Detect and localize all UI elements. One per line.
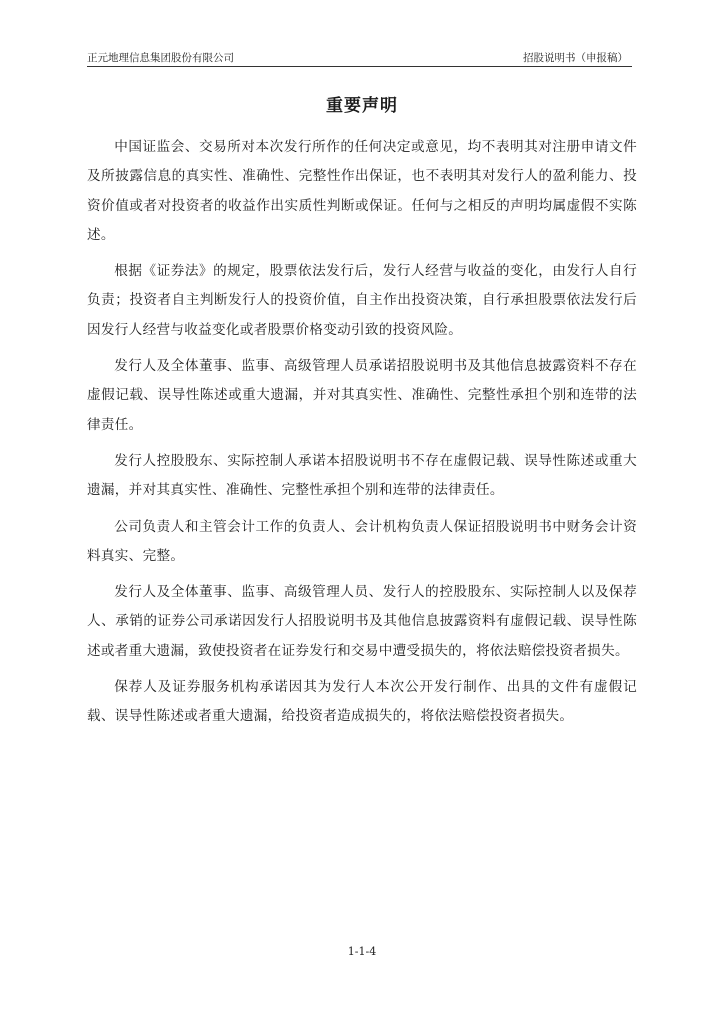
paragraph-1: 中国证监会、交易所对本次发行所作的任何决定或意见，均不表明其对注册申请文件及所披露信息的真实性、准确性、完整性作出保证，也不表明其对发行人的盈利能力、投资价值或者对投资者的收益作出实质性判断或保证。任何与之相反的声明均属虚假不实陈述。	[87, 139, 637, 243]
paragraph-4: 发行人控股股东、实际控制人承诺本招股说明书不存在虚假记载、误导性陈述或重大遗漏，并对其真实性、准确性、完整性承担个别和连带的法律责任。	[87, 452, 637, 499]
page-title: 重要声明	[326, 96, 398, 116]
page-header	[87, 50, 632, 66]
paragraph-7: 保荐人及证券服务机构承诺因其为发行人本次公开发行制作、出具的文件有虚假记载、误导性陈述或者重大遗漏，给投资者造成损失的，将依法赔偿投资者损失。	[87, 679, 637, 725]
statement-body	[87, 133, 637, 739]
header-company-name: 正元地理信息集团股份有限公司	[87, 52, 234, 64]
paragraph-2: 根据《证券法》的规定，股票依法发行后，发行人经营与收益的变化，由发行人自行负责；投资者自主判断发行人的投资价值，自主作出投资决策，自行承担股票依法发行后因发行人经营与收益变化或者股票价格变动引致的投资风险。	[87, 263, 637, 338]
header-document-type: 招股说明书（申报稿）	[523, 52, 628, 64]
paragraph-5: 公司负责人和主管会计工作的负责人、会计机构负责人保证招股说明书中财务会计资料真实、完整。	[87, 518, 637, 564]
header-divider	[87, 66, 632, 67]
paragraph-3: 发行人及全体董事、监事、高级管理人员承诺招股说明书及其他信息披露资料不存在虚假记载、误导性陈述或重大遗漏，并对其真实性、准确性、完整性承担个别和连带的法律责任。	[87, 358, 637, 433]
paragraph-6: 发行人及全体董事、监事、高级管理人员、发行人的控股股东、实际控制人以及保荐人、承销的证券公司承诺因发行人招股说明书及其他信息披露资料有虚假记载、误导性陈述或者重大遗漏，致使投资者在证券发行和交易中遭受损失的，将依法赔偿投资者损失。	[87, 584, 637, 659]
page-number: 1-1-4	[347, 945, 377, 958]
